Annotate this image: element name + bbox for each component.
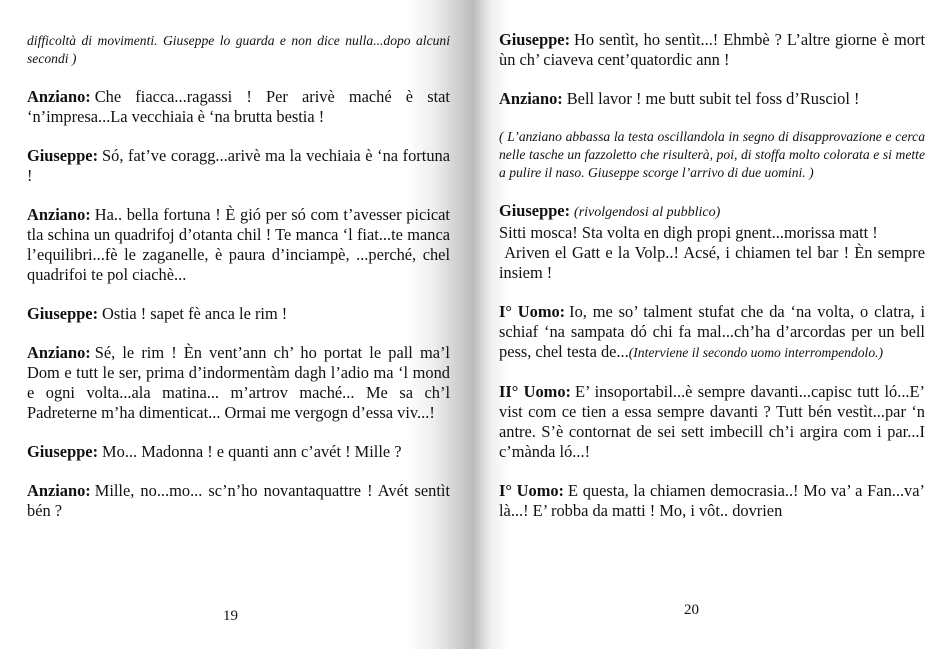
dialogue-line	[499, 201, 925, 283]
dialogue-text: Ariven el Gatt e la Volp..! Acsé, i chiamen tel bar ! Èn sempre insiem !	[499, 243, 925, 282]
speaker-name: Giuseppe:	[27, 304, 99, 323]
speaker-name: Giuseppe:	[499, 201, 571, 220]
dialogue-line	[27, 304, 450, 324]
dialogue-text: Sé, le rim ! Èn vent’ann ch’ ho portat le pall ma’l Dom e tutt le ser, prima d’indormentàm dagh l’adio ma ‘l mond e ogni volta...ala matina... m’artrov maché... Me sa ch’l Padreterne m’ha dimenticat... Ormai me vergogn d’essa viv...!	[27, 343, 450, 422]
speaker-name: I° Uomo:	[499, 302, 566, 321]
dialogue-line	[27, 87, 450, 127]
dialogue-line	[27, 205, 450, 285]
speaker-name: II° Uomo:	[499, 382, 571, 401]
dialogue-text: Mille, no...mo... sc’n’ho novantaquattre ! Avét sentìt bén ?	[27, 481, 450, 520]
page-number: 19	[223, 608, 238, 624]
dialogue-line	[27, 146, 450, 186]
stage-direction-inline: (rivolgendosi al pubblico)	[574, 205, 721, 220]
page-number: 20	[684, 602, 699, 618]
dialogue-text: Bell lavor ! me butt subit tel foss d’Rusciol !	[566, 89, 860, 108]
dialogue-text: Io, me so’ talment stufat che da ‘na volta, o clatra, i schiaf ‘na sampata dó chi fa mal...ch’ha d’arcordas per un bell pess, chel testa de...	[499, 302, 925, 361]
dialogue-text: Ha.. bella fortuna ! È gió per só com t’avesser picicat tla schina un quadrifoj d’otanta chil ! Te manca ‘l fiat...te manca l’equilibri...fè le zaganelle, è paura d’inciampè, ...perché, chel quadrifoi te pol ciachè...	[27, 205, 450, 284]
dialogue-text: E’ insoportabil...è sempre davanti...capisc tutt ló...E’ vist com ce tien a essa sempre davanti ? Tutt bén vestìt...par ‘n antre. S’è contornat de sei sett imbecill ch’i argira com i par...I c’mànda ló...!	[499, 382, 926, 461]
speaker-name: Giuseppe:	[27, 442, 99, 461]
dialogue-line	[499, 382, 925, 462]
dialogue-line	[27, 343, 450, 423]
dialogue-text: Sitti mosca! Sta volta en digh propi gnent...morissa matt !	[499, 223, 878, 242]
dialogue-line	[499, 89, 925, 109]
speaker-name: Anziano:	[27, 205, 91, 224]
dialogue-line	[27, 442, 450, 462]
dialogue-text: Ho sentìt, ho sentìt...! Ehmbè ? L’altre giorne è mort ùn ch’ ciaveva cent’quatordic ann !	[499, 30, 925, 69]
dialogue-line	[27, 481, 450, 521]
speaker-name: I° Uomo:	[499, 481, 564, 500]
speaker-name: Anziano:	[499, 89, 563, 108]
speaker-name: Anziano:	[27, 343, 91, 362]
speaker-name: Giuseppe:	[27, 146, 99, 165]
dialogue-text: Che fiacca...ragassi ! Per arivè maché è stat ‘n’impresa...La vecchiaia è ‘na brutta bestia !	[27, 87, 450, 126]
dialogue-text: Mo... Madonna ! e quanti ann c’avét ! Mille ?	[102, 442, 402, 461]
speaker-name: Giuseppe:	[499, 30, 571, 49]
left-page	[0, 0, 472, 649]
speaker-name: Anziano:	[27, 87, 91, 106]
stage-direction: ( L’anziano abbassa la testa oscillandola in segno di disapprovazione e cerca nelle tasche un fazzoletto che risulterà, poi, di stoffa molto colorata e si mette a pulire il naso. Giuseppe scorge l’arrivo di due uomini. )	[499, 129, 925, 180]
right-page	[472, 0, 945, 649]
stage-direction: difficoltà di movimenti. Giuseppe lo guarda e non dice nulla...dopo alcuni secondi )	[27, 33, 450, 66]
dialogue-line	[499, 30, 925, 70]
dialogue-line	[499, 481, 925, 521]
dialogue-line	[499, 302, 925, 363]
dialogue-text: Só, fat’ve coragg...arivè ma la vechiaia è ‘na fortuna !	[27, 146, 450, 185]
dialogue-text: Ostia ! sapet fè anca le rim !	[102, 304, 288, 323]
stage-direction-inline: (Interviene il secondo uomo interrompendolo.)	[628, 345, 884, 360]
dialogue-text: E questa, la chiamen democrasia..! Mo va’ a Fan...va’ là...! E’ robba da matti ! Mo, i vôt.. dovrien	[499, 481, 925, 520]
speaker-name: Anziano:	[27, 481, 91, 500]
